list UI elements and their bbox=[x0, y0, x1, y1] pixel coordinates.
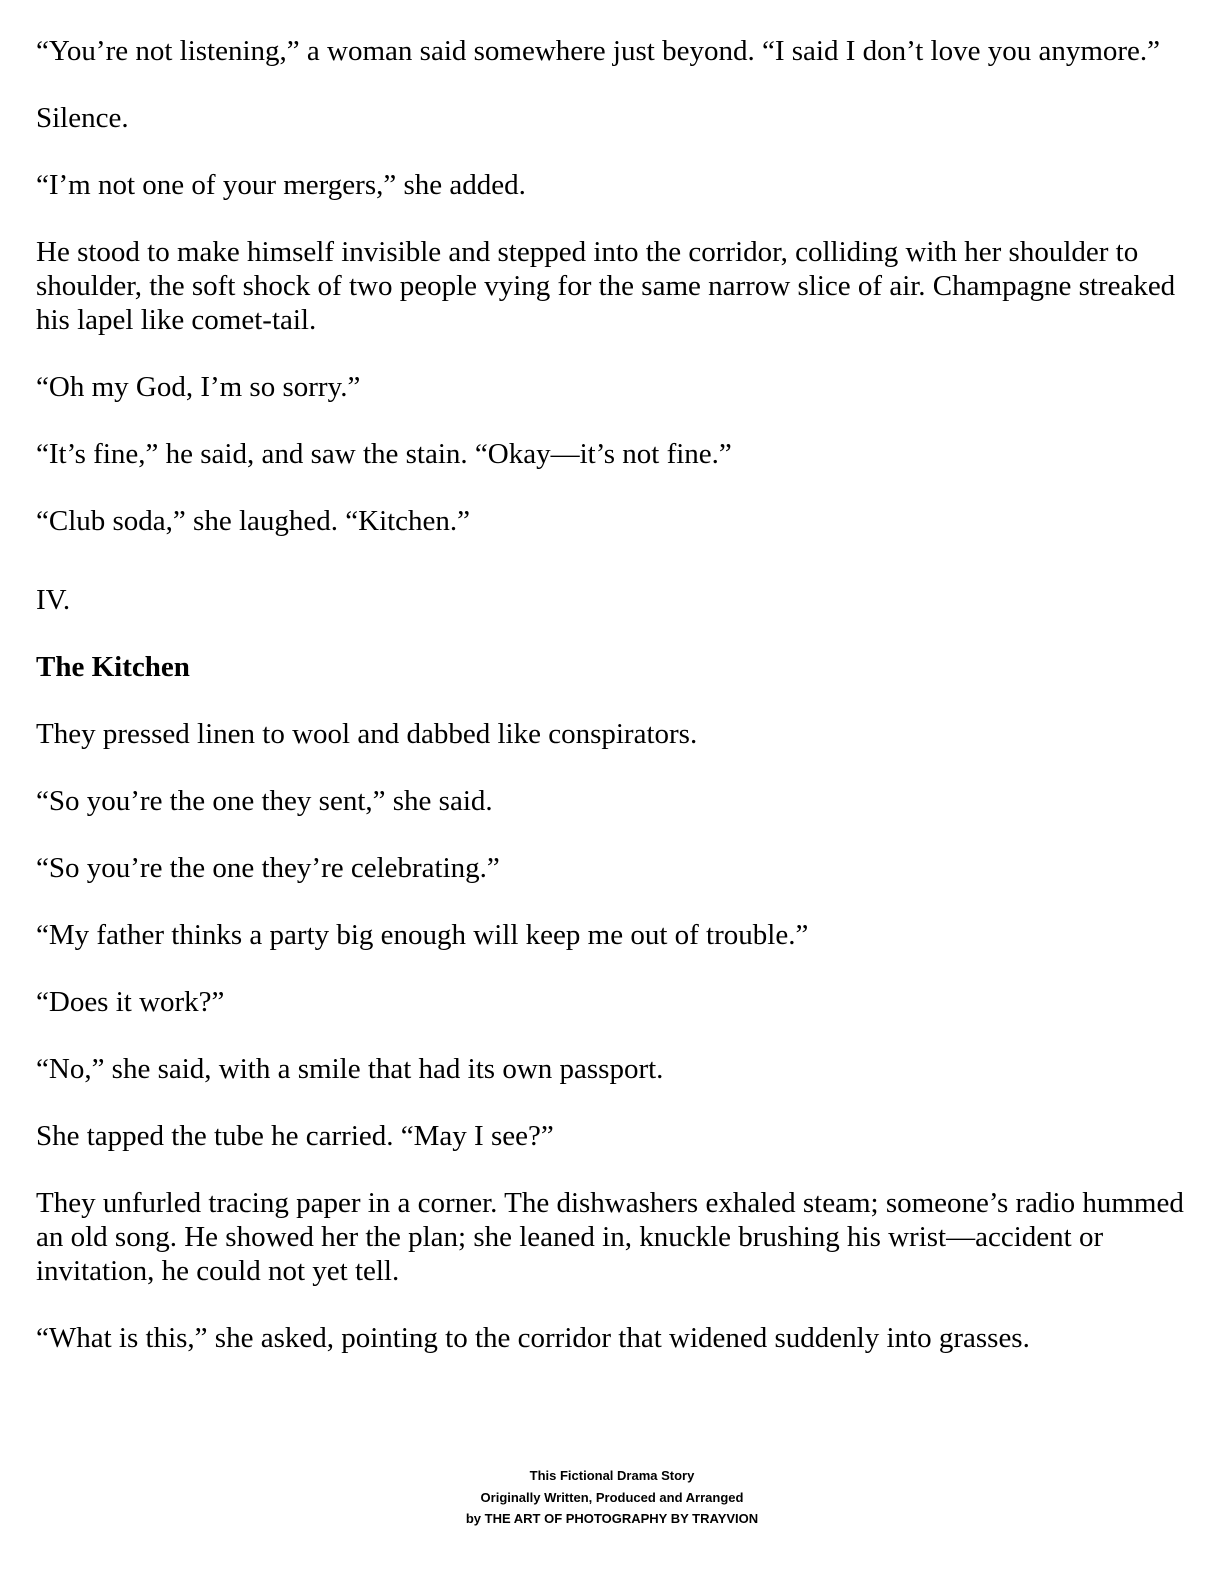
paragraph: “Oh my God, I’m so sorry.” bbox=[36, 371, 361, 403]
paragraph: “I’m not one of your mergers,” she added. bbox=[36, 169, 526, 201]
paragraph: “Club soda,” she laughed. “Kitchen.” bbox=[36, 505, 471, 537]
footer-line: Originally Written, Produced and Arranged bbox=[480, 1489, 744, 1505]
footer-line: by THE ART OF PHOTOGRAPHY BY TRAYVION bbox=[465, 1511, 759, 1526]
paragraph: They pressed linen to wool and dabbed like conspirators. bbox=[36, 718, 698, 750]
paragraph: Silence. bbox=[36, 102, 129, 134]
paragraph: “It’s fine,” he said, and saw the stain. “Okay—it’s not fine.” bbox=[36, 438, 732, 470]
paragraph: “Does it work?” bbox=[36, 986, 225, 1018]
paragraph: They unfurled tracing paper in a corner. The dishwashers exhaled steam; someone’s radio hummed an old song. He showed her the plan; she leaned in, knuckle brushing his wrist—accident or invitation, he could not yet tell. bbox=[36, 1187, 1184, 1287]
paragraph: “My father thinks a party big enough will keep me out of trouble.” bbox=[36, 919, 809, 951]
paragraph: “No,” she said, with a smile that had its own passport. bbox=[36, 1053, 664, 1085]
paragraph: “You’re not listening,” a woman said somewhere just beyond. “I said I don’t love you anymore.” bbox=[36, 35, 1161, 67]
section-title: The Kitchen bbox=[36, 651, 190, 683]
footer-line: This Fictional Drama Story bbox=[529, 1468, 695, 1483]
page-footer bbox=[0, 1465, 1224, 1530]
paragraph: He stood to make himself invisible and stepped into the corridor, colliding with her shoulder to shoulder, the soft shock of two people vying for the same narrow slice of air. Champagne streaked his lapel like comet-tail. bbox=[36, 236, 1176, 336]
paragraph: “So you’re the one they sent,” she said. bbox=[36, 785, 493, 817]
story-page bbox=[36, 34, 1186, 1388]
paragraph: “What is this,” she asked, pointing to the corridor that widened suddenly into grasses. bbox=[36, 1322, 1030, 1354]
paragraph: She tapped the tube he carried. “May I see?” bbox=[36, 1120, 554, 1152]
paragraph: “So you’re the one they’re celebrating.” bbox=[36, 852, 500, 884]
section-number: IV. bbox=[36, 584, 71, 616]
